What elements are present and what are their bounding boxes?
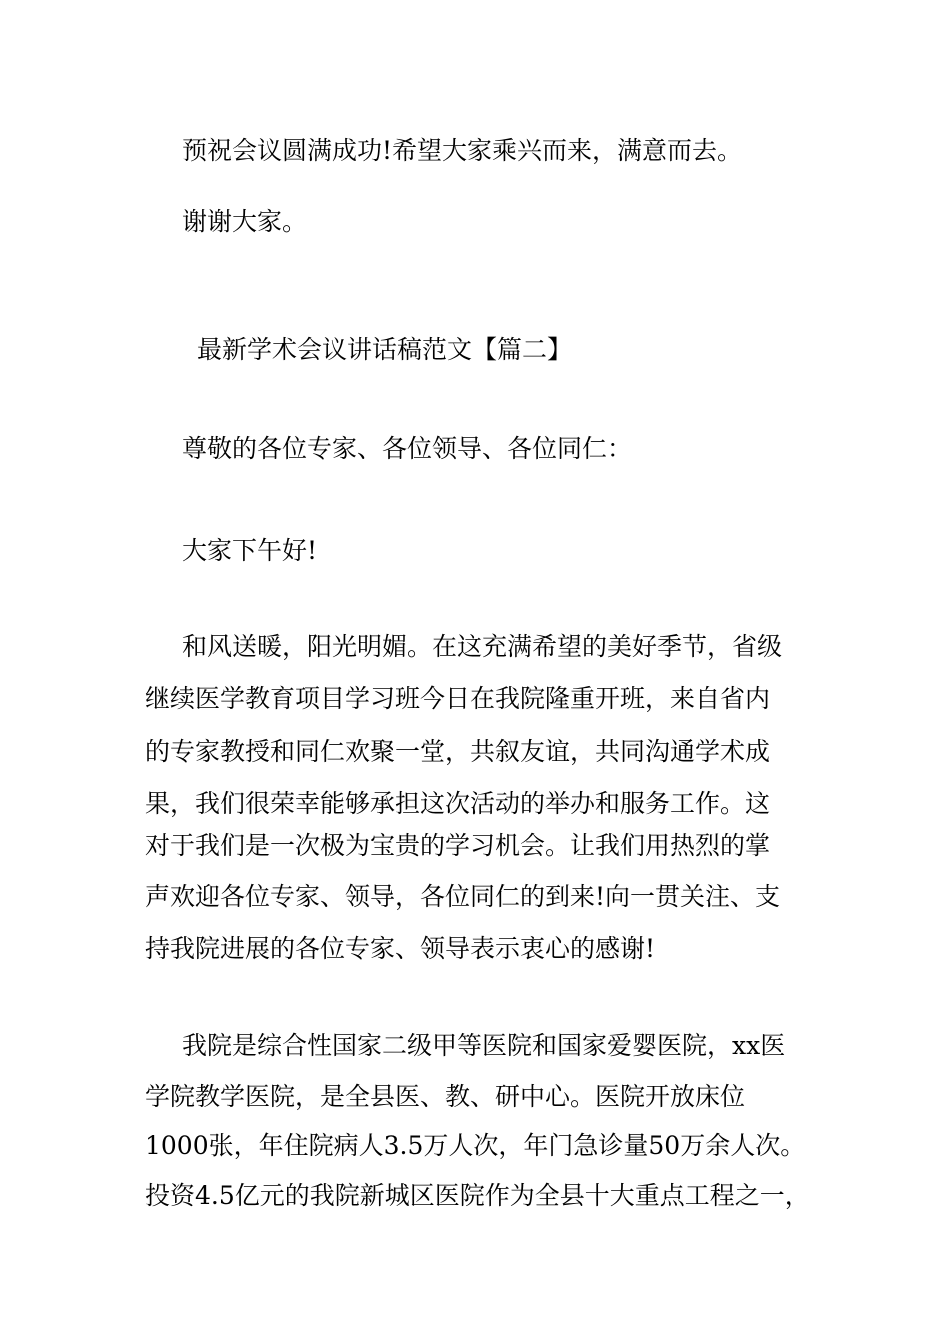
paragraph-2-line: 1000张，年住院病人3.5万人次，年门急诊量50万余人次。	[145, 1131, 806, 1160]
paragraph-2-line: 我院是综合性国家二级甲等医院和国家爱婴医院，xx医	[182, 1031, 786, 1060]
salutation: 尊敬的各位专家、各位领导、各位同仁：	[182, 434, 633, 463]
paragraph-1-line: 的专家教授和同仁欢聚一堂，共叙友谊，共同沟通学术成	[145, 737, 771, 766]
section-title: 最新学术会议讲话稿范文【篇二】	[197, 335, 573, 364]
paragraph-1-line: 声欢迎各位专家、领导，各位同仁的到来!向一贯关注、支	[145, 882, 781, 911]
paragraph-1-line: 继续医学教育项目学习班今日在我院隆重开班，来自省内	[145, 684, 771, 713]
paragraph-1-line: 持我院进展的各位专家、领导表示衷心的感谢!	[145, 934, 656, 963]
greeting: 大家下午好!	[182, 536, 318, 565]
paragraph-1-line: 对于我们是一次极为宝贵的学习机会。让我们用热烈的掌	[145, 831, 771, 860]
closing-line-1: 预祝会议圆满成功!希望大家乘兴而来，满意而去。	[182, 136, 743, 165]
closing-line-2: 谢谢大家。	[182, 207, 308, 236]
paragraph-2-line: 学院教学医院，是全县医、教、研中心。医院开放床位	[145, 1082, 746, 1111]
paragraph-2-line: 投资4.5亿元的我院新城区医院作为全县十大重点工程之一，	[145, 1181, 810, 1210]
paragraph-1-line: 果，我们很荣幸能够承担这次活动的举办和服务工作。这	[145, 789, 771, 818]
paragraph-1-line: 和风送暖，阳光明媚。在这充满希望的美好季节，省级	[182, 632, 783, 661]
